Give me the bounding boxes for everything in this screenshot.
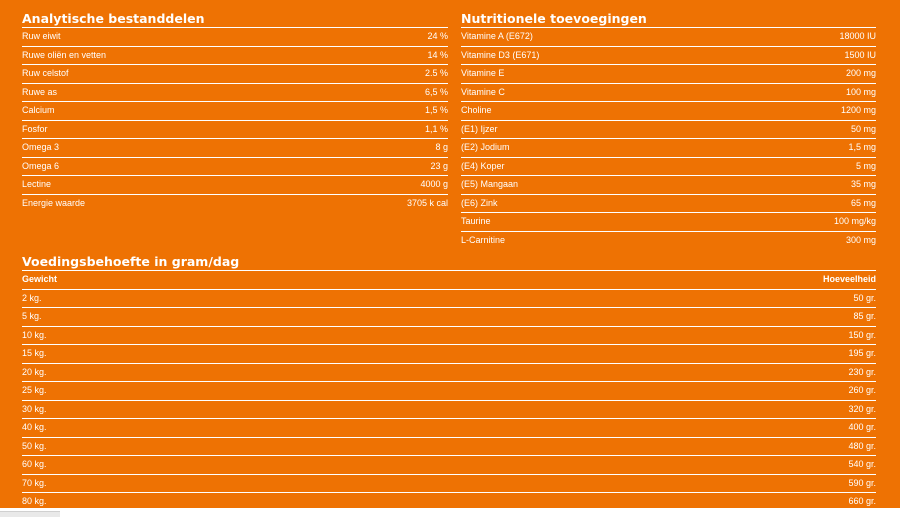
feeding-row-label: 10 kg. (22, 326, 362, 345)
feeding-row (22, 474, 876, 493)
feeding-row-label: 60 kg. (22, 456, 362, 475)
nutri-row-value: 1500 IU (731, 46, 876, 65)
nutri-row-value: 100 mg (731, 83, 876, 102)
nutri-row (461, 176, 876, 195)
feeding-row-label: 25 kg. (22, 382, 362, 401)
nutri-row-label: (E5) Mangaan (461, 176, 731, 195)
analytic-row (22, 194, 448, 212)
nutri-row-label: (E4) Koper (461, 157, 731, 176)
analytic-row-label: Ruw eiwit (22, 28, 308, 46)
nutri-row-value: 18000 IU (731, 28, 876, 46)
feeding-row-value: 195 gr. (362, 345, 876, 364)
feeding-row (22, 419, 876, 438)
analytic-row (22, 102, 448, 121)
analytic-row-value: 1,1 % (308, 120, 448, 139)
feeding-row (22, 400, 876, 419)
feeding-table (22, 271, 876, 511)
nutri-row-label: Vitamine C (461, 83, 731, 102)
nutri-row-value: 35 mg (731, 176, 876, 195)
feeding-row (22, 326, 876, 345)
feeding-row-label: 2 kg. (22, 289, 362, 308)
analytic-row (22, 157, 448, 176)
nutri-row-label: Vitamine E (461, 65, 731, 84)
feeding-row-label: 5 kg. (22, 308, 362, 327)
feeding-row-value: 540 gr. (362, 456, 876, 475)
feeding-title: Voedingsbehoefte in gram/dag (22, 254, 240, 269)
nutri-row (461, 83, 876, 102)
analytic-row-value: 1,5 % (308, 102, 448, 121)
feeding-row-value: 660 gr. (848, 496, 876, 506)
nutri-row-value: 65 mg (731, 194, 876, 213)
nutri-row (461, 46, 876, 65)
feeding-row-label: 50 kg. (22, 437, 362, 456)
analytic-row-value: 24 % (308, 28, 448, 46)
nutri-row-label: Vitamine A (E672) (461, 28, 731, 46)
analytic-section (22, 0, 448, 212)
feeding-row-label: 30 kg. (22, 400, 362, 419)
feeding-row-value: 320 gr. (362, 400, 876, 419)
weight-column-header: Gewicht (22, 271, 362, 289)
feeding-row-value: 230 gr. (362, 363, 876, 382)
analytic-row-value: 14 % (308, 46, 448, 65)
analytic-row-label: Calcium (22, 102, 308, 121)
nutri-row (461, 65, 876, 84)
feeding-row-label: 70 kg. (22, 474, 362, 493)
analytic-row-label: Ruw celstof (22, 65, 308, 84)
amount-column-header: Hoeveelheid (362, 271, 876, 289)
nutri-row-label: (E6) Zink (461, 194, 731, 213)
nutri-row-value: 5 mg (731, 157, 876, 176)
analytic-row-value: 4000 g (308, 176, 448, 195)
analytic-row (22, 176, 448, 195)
nutri-row-label: (E2) Jodium (461, 139, 731, 158)
nutri-row-label: Choline (461, 102, 731, 121)
analytic-row-label: Fosfor (22, 120, 308, 139)
nutri-row (461, 120, 876, 139)
analytic-row-label: Ruwe as (22, 83, 308, 102)
nutri-row-value: 1200 mg (731, 102, 876, 121)
nutri-row-value: 100 mg/kg (731, 213, 876, 232)
analytic-row (22, 28, 448, 46)
nutri-row-value: 300 mg (845, 234, 876, 245)
feeding-row-label: 15 kg. (22, 345, 362, 364)
nutri-row-value: 50 mg (731, 120, 876, 139)
feeding-row-label: 40 kg. (22, 419, 362, 438)
analytic-row-value: 6,5 % (308, 83, 448, 102)
analytic-table (22, 28, 448, 212)
nutri-title: Nutritionele toevoegingen (461, 11, 647, 26)
analytic-row-label: Lectine (22, 176, 308, 195)
analytic-row (22, 120, 448, 139)
analytic-row-label: Ruwe oliën en vetten (22, 46, 308, 65)
analytic-row (22, 83, 448, 102)
analytic-row-value: 2.5 % (308, 65, 448, 84)
feeding-row (22, 345, 876, 364)
feeding-row-label: 80 kg. (22, 496, 47, 506)
feeding-row-value: 480 gr. (362, 437, 876, 456)
nutri-row (461, 157, 876, 176)
nutri-row-value: 1,5 mg (731, 139, 876, 158)
feeding-row (22, 437, 876, 456)
page-bottom-strip (0, 508, 900, 516)
feeding-row (22, 308, 876, 327)
analytic-row-value: 3705 k cal (406, 197, 448, 208)
analytic-row (22, 46, 448, 65)
feeding-row-value: 260 gr. (362, 382, 876, 401)
nutri-row-label: L-Carnitine (461, 234, 506, 245)
analytic-title: Analytische bestanddelen (22, 11, 205, 26)
feeding-row (22, 382, 876, 401)
nutri-row (461, 139, 876, 158)
nutri-row-label: Taurine (461, 213, 731, 232)
feeding-row-value: 50 gr. (362, 289, 876, 308)
feeding-row-value: 150 gr. (362, 326, 876, 345)
nutri-row-value: 200 mg (731, 65, 876, 84)
analytic-row (22, 65, 448, 84)
analytic-row-label: Omega 6 (22, 157, 308, 176)
analytic-row-label: Omega 3 (22, 139, 308, 158)
nutri-row (461, 194, 876, 213)
nutri-row (461, 28, 876, 46)
feeding-row (22, 363, 876, 382)
analytic-row-value: 23 g (308, 157, 448, 176)
scroll-edge-mark (0, 511, 60, 517)
feeding-section (22, 243, 876, 511)
nutri-table (461, 28, 876, 249)
feeding-row (22, 289, 876, 308)
feeding-row (22, 456, 876, 475)
nutri-section (461, 0, 876, 249)
analytic-row-value: 8 g (308, 139, 448, 158)
nutri-row-label: (E1) Ijzer (461, 120, 731, 139)
feeding-row-value: 590 gr. (362, 474, 876, 493)
analytic-row-label: Energie waarde (22, 197, 86, 208)
feeding-row-value: 85 gr. (362, 308, 876, 327)
feeding-header-row (22, 271, 876, 289)
analytic-row (22, 139, 448, 158)
feeding-row-value: 400 gr. (362, 419, 876, 438)
nutri-row-label: Vitamine D3 (E671) (461, 46, 731, 65)
nutri-row (461, 102, 876, 121)
feeding-row-label: 20 kg. (22, 363, 362, 382)
nutri-row (461, 213, 876, 232)
